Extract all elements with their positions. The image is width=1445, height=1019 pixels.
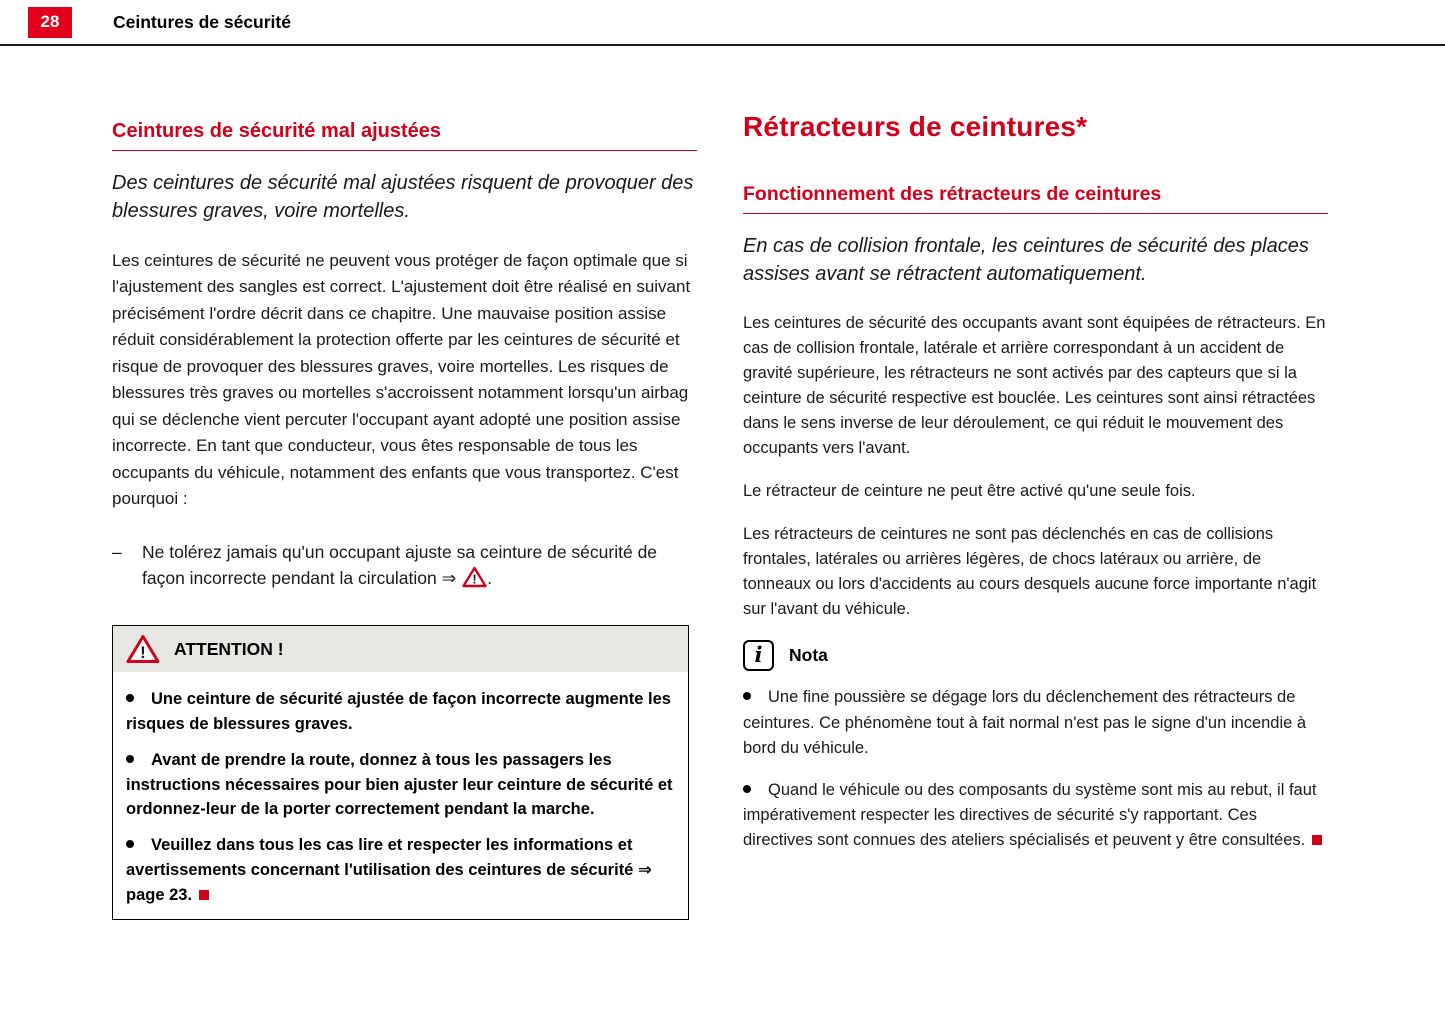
right-column <box>743 112 1328 920</box>
page-number: 28 <box>28 7 72 38</box>
bullet-icon <box>126 694 134 702</box>
right-body-paragraph-2: Le rétracteur de ceinture ne peut être activé qu'une seule fois. <box>743 482 1196 501</box>
right-body-paragraph-3: Les rétracteurs de ceintures ne sont pas déclenchés en cas de collisions frontales, latérales ou arrières légères, de chocs latéraux ou arrière, de tonneaux ou lors d'accidents au cours desquels aucune force importante n'agit sur l'avant du véhicule. <box>743 525 1317 619</box>
svg-text:!: ! <box>472 571 477 587</box>
warning-triangle-icon <box>462 566 487 588</box>
nota-item-text: Quand le véhicule ou des composants du système sont mis au rebut, il faut impérativement respecter les directives de sécurité s'y rapportant. Ces directives sont connues des ateliers spécialisés et peuvent y être consultées. <box>743 780 1317 849</box>
attention-item <box>126 687 675 737</box>
right-lead-paragraph: En cas de collision frontale, les ceintures de sécurité des places assises avant se rétractent automatiquement. <box>743 234 1309 286</box>
attention-item-text: Veuillez dans tous les cas lire et respecter les informations et avertissements concernant l'utilisation des ceintures de sécurité ⇒ page 23. <box>126 836 652 904</box>
attention-box <box>112 625 689 920</box>
header-title: Ceintures de sécurité <box>113 11 291 32</box>
attention-item-text: Une ceinture de sécurité ajustée de façon incorrecte augmente les risques de blessures graves. <box>126 690 671 734</box>
left-body-paragraph: Les ceintures de sécurité ne peuvent vous protéger de façon optimale que si l'ajustement des sangles est correct. L'ajustement doit être réalisé en suivant précisément l'ordre décrit dans ce chapitre. Une mauvaise position assise réduit considérablement la protection offerte par les ceintures de sécurité et risque de provoquer des blessures graves, voire mortelles. Les risques de blessures très graves ou mortelles s'accroissent notamment lorsqu'un airbag qui se déclenche vient percuter l'occupant ayant adopté une position assise incorrecte. En tant que conducteur, vous êtes responsable de tous les occupants du véhicule, notamment des enfants que vous transportez. C'est pourquoi : <box>112 250 691 509</box>
section-end-marker <box>199 890 209 900</box>
left-column <box>112 112 697 920</box>
chapter-heading-belt-tensioners: Rétracteurs de ceintures* <box>743 111 1088 142</box>
dash-item-suffix: . <box>487 568 493 589</box>
warning-triangle-icon <box>126 634 160 664</box>
right-body-paragraph-1: Les ceintures de sécurité des occupants avant sont équipées de rétracteurs. En cas de collision frontale, latérale et arrière correspondant à un accident de gravité supérieure, les rétracteurs ne sont activés par des capteurs que si la ceinture de sécurité respective est bouclée. Les ceintures sont ainsi rétractées dans le sens inverse de leur déroulement, ce qui réduit le mouvement des occupants vers l'avant. <box>743 313 1326 457</box>
section-end-marker <box>1312 835 1322 845</box>
page-header <box>0 0 1445 44</box>
left-lead-paragraph: Des ceintures de sécurité mal ajustées risquent de provoquer des blessures graves, voire mortelles. <box>112 172 694 223</box>
svg-text:!: ! <box>140 643 146 663</box>
nota-item-text: Une fine poussière se dégage lors du déclenchement des rétracteurs de ceintures. Ce phénomène tout à fait normal n'est pas le signe d'un incendie à bord du véhicule. <box>743 688 1307 757</box>
bullet-icon <box>126 840 134 848</box>
nota-item <box>743 778 1328 853</box>
attention-box-header <box>113 626 688 672</box>
section-heading-tensioner-operation: Fonctionnement des rétracteurs de ceintures <box>743 183 1328 214</box>
section-heading-misadjusted-belts: Ceintures de sécurité mal ajustées <box>112 120 697 151</box>
attention-item <box>126 833 675 907</box>
nota-header <box>743 640 1328 671</box>
attention-item <box>126 748 675 822</box>
nota-title: Nota <box>789 645 828 666</box>
bullet-icon <box>743 692 751 700</box>
manual-page-body <box>112 46 1328 920</box>
bullet-icon <box>126 755 134 763</box>
dash-marker: – <box>112 541 122 562</box>
attention-box-body <box>113 672 688 919</box>
attention-item-text: Avant de prendre la route, donnez à tous les passagers les instructions nécessaires pour bien ajuster leur ceinture de sécurité et ordonnez-leur de la porter correctement pendant la marche. <box>126 750 673 819</box>
nota-item <box>743 685 1328 760</box>
dash-item-text: Ne tolérez jamais qu'un occupant ajuste sa ceinture de sécurité de façon incorrecte pendant la circulation ⇒ <box>142 541 658 589</box>
bullet-icon <box>743 785 751 793</box>
attention-title: ATTENTION ! <box>174 638 284 659</box>
info-icon: i <box>743 640 774 671</box>
dash-list-item <box>112 539 697 592</box>
